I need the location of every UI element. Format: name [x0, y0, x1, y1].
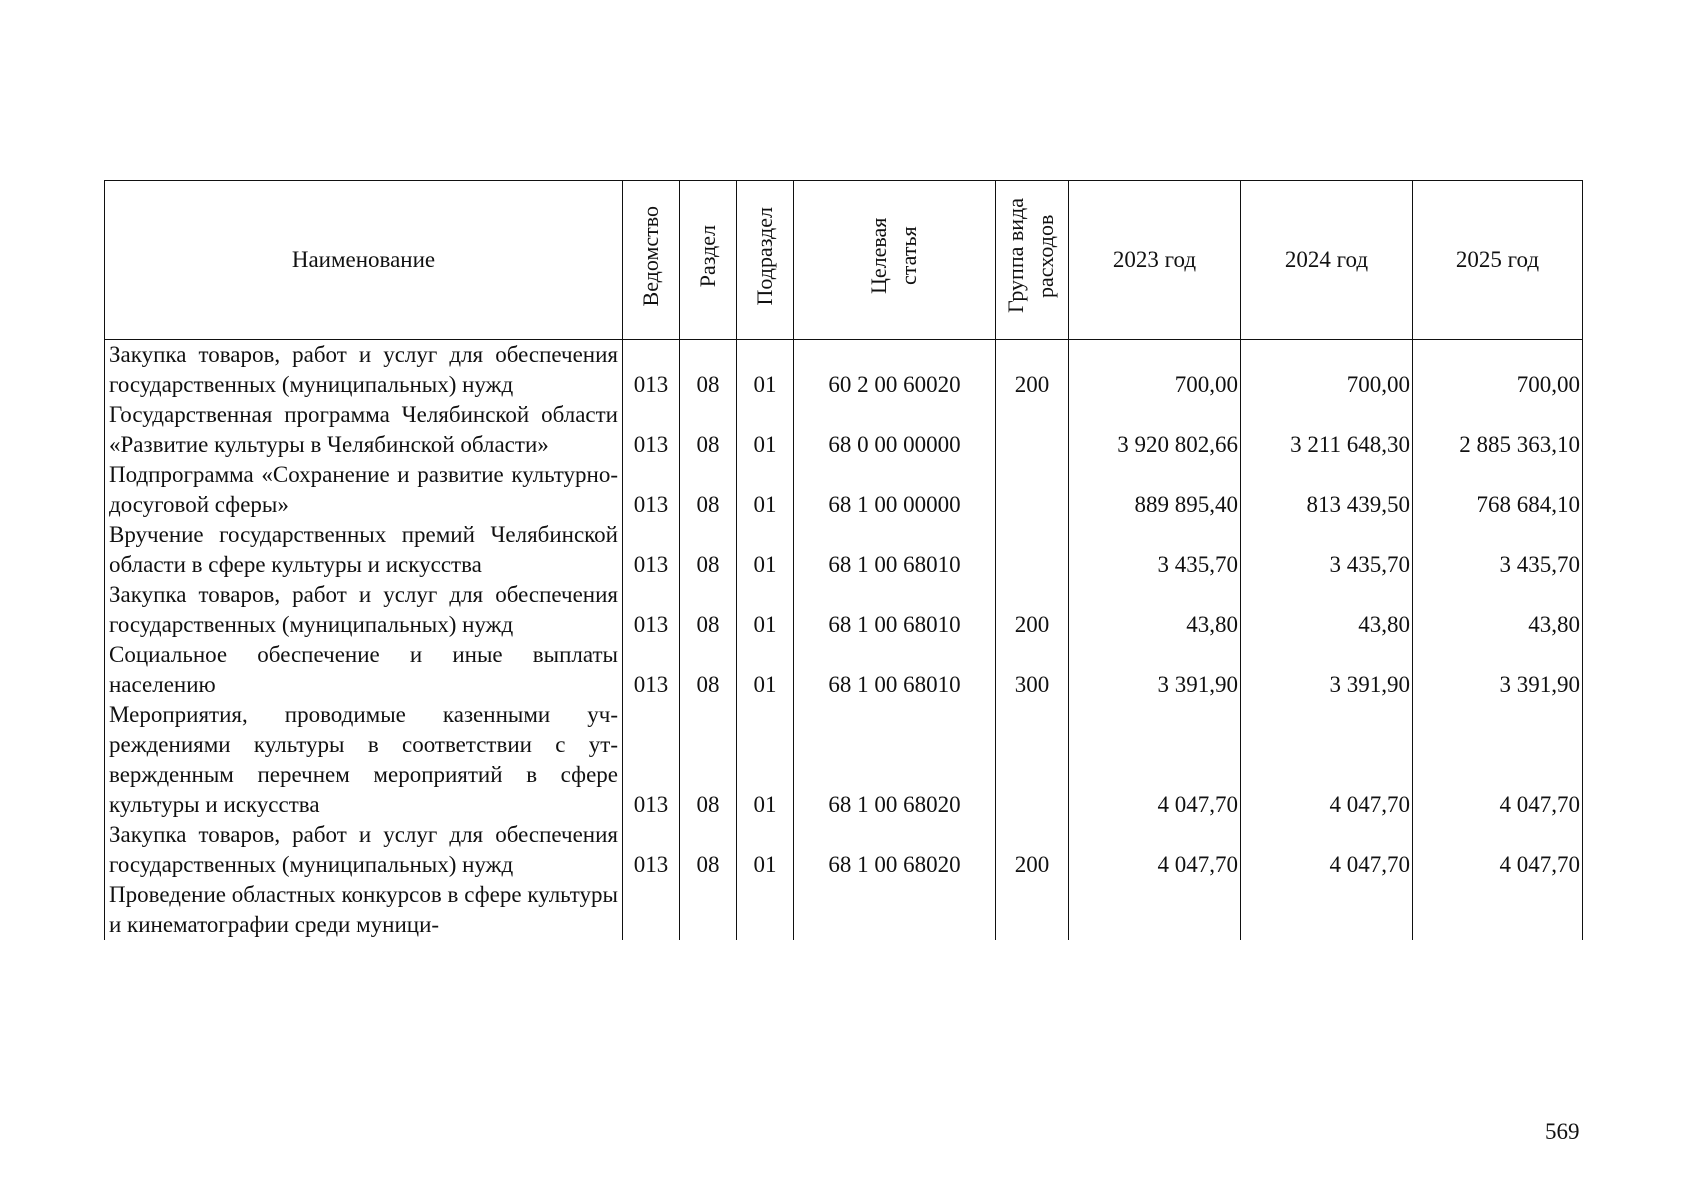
row-podrazdel: 01 [737, 460, 794, 520]
header-2023: 2023 год [1069, 181, 1241, 340]
header-2025: 2025 год [1413, 181, 1583, 340]
row-celevaya-statya: 68 1 00 68010 [794, 640, 996, 700]
row-amount-2024: 813 439,50 [1241, 460, 1413, 520]
row-vedomstvo [623, 880, 680, 940]
row-gruppa-vida-rashodov [996, 520, 1069, 580]
header-gruppa-vida-rashodov: Группа вида расходов [996, 181, 1069, 340]
row-gruppa-vida-rashodov: 200 [996, 820, 1069, 880]
row-vedomstvo: 013 [623, 460, 680, 520]
row-celevaya-statya: 68 1 00 68010 [794, 520, 996, 580]
row-amount-2023: 3 435,70 [1069, 520, 1241, 580]
row-podrazdel [737, 880, 794, 940]
row-podrazdel: 01 [737, 580, 794, 640]
row-amount-2025: 43,80 [1413, 580, 1583, 640]
table-row [105, 340, 1583, 401]
row-amount-2024 [1241, 880, 1413, 940]
table-row [105, 460, 1583, 520]
header-celevaya-statya: Целевая статья [794, 181, 996, 340]
row-razdel: 08 [680, 820, 737, 880]
row-celevaya-statya: 68 1 00 68020 [794, 700, 996, 820]
row-vedomstvo: 013 [623, 700, 680, 820]
row-amount-2025: 4 047,70 [1413, 700, 1583, 820]
row-name: Социальное обеспечение и иные выплаты населению [105, 640, 623, 700]
row-podrazdel: 01 [737, 700, 794, 820]
row-name: Проведение областных конкурсов в сфере культуры и кинематографии среди муници- [105, 880, 623, 940]
row-name: Вручение государственных премий Челябинской области в сфере культуры и искусства [105, 520, 623, 580]
row-name: Мероприятия, проводимые казенными учреждениями культуры в соответствии с утвержденным перечнем мероприятий в сфере культуры и искусства [105, 700, 623, 820]
row-razdel [680, 880, 737, 940]
row-razdel: 08 [680, 520, 737, 580]
row-razdel: 08 [680, 460, 737, 520]
row-celevaya-statya: 68 1 00 00000 [794, 460, 996, 520]
table-row [105, 520, 1583, 580]
row-razdel: 08 [680, 340, 737, 401]
table-header-row [105, 181, 1583, 340]
row-name: Закупка товаров, работ и услуг для обеспечения государственных (муниципальных) нужд [105, 820, 623, 880]
row-razdel: 08 [680, 700, 737, 820]
row-amount-2024: 43,80 [1241, 580, 1413, 640]
row-vedomstvo: 013 [623, 340, 680, 401]
table-body [105, 340, 1583, 941]
header-2024: 2024 год [1241, 181, 1413, 340]
row-amount-2023: 889 895,40 [1069, 460, 1241, 520]
row-celevaya-statya: 60 2 00 60020 [794, 340, 996, 401]
row-gruppa-vida-rashodov [996, 460, 1069, 520]
row-amount-2023: 3 391,90 [1069, 640, 1241, 700]
row-razdel: 08 [680, 580, 737, 640]
table-row [105, 880, 1583, 940]
row-vedomstvo: 013 [623, 580, 680, 640]
row-amount-2023 [1069, 880, 1241, 940]
row-amount-2025 [1413, 880, 1583, 940]
row-podrazdel: 01 [737, 400, 794, 460]
row-amount-2024: 3 435,70 [1241, 520, 1413, 580]
row-amount-2025: 2 885 363,10 [1413, 400, 1583, 460]
row-amount-2025: 3 435,70 [1413, 520, 1583, 580]
row-celevaya-statya: 68 0 00 00000 [794, 400, 996, 460]
header-razdel: Раздел [680, 181, 737, 340]
row-gruppa-vida-rashodov [996, 700, 1069, 820]
row-gruppa-vida-rashodov: 200 [996, 340, 1069, 401]
row-name: Подпрограмма «Сохранение и развитие культурно-досуговой сферы» [105, 460, 623, 520]
row-gruppa-vida-rashodov: 300 [996, 640, 1069, 700]
row-podrazdel: 01 [737, 340, 794, 401]
row-amount-2023: 4 047,70 [1069, 700, 1241, 820]
row-amount-2025: 700,00 [1413, 340, 1583, 401]
row-podrazdel: 01 [737, 820, 794, 880]
header-vedomstvo: Ведомство [623, 181, 680, 340]
row-amount-2023: 3 920 802,66 [1069, 400, 1241, 460]
header-name: Наименование [105, 181, 623, 340]
row-razdel: 08 [680, 640, 737, 700]
row-podrazdel: 01 [737, 640, 794, 700]
row-podrazdel: 01 [737, 520, 794, 580]
row-amount-2024: 3 391,90 [1241, 640, 1413, 700]
row-name: Государственная программа Челябинской области «Развитие культуры в Челябинской области» [105, 400, 623, 460]
row-vedomstvo: 013 [623, 820, 680, 880]
row-vedomstvo: 013 [623, 520, 680, 580]
row-amount-2025: 768 684,10 [1413, 460, 1583, 520]
table-row [105, 640, 1583, 700]
row-celevaya-statya: 68 1 00 68020 [794, 820, 996, 880]
row-amount-2025: 3 391,90 [1413, 640, 1583, 700]
row-amount-2024: 4 047,70 [1241, 700, 1413, 820]
row-amount-2024: 4 047,70 [1241, 820, 1413, 880]
budget-table [104, 180, 1583, 940]
table-row [105, 400, 1583, 460]
page-number: 569 [1545, 1119, 1580, 1144]
table-row [105, 820, 1583, 880]
row-vedomstvo: 013 [623, 400, 680, 460]
row-name: Закупка товаров, работ и услуг для обеспечения государственных (муниципальных) нужд [105, 580, 623, 640]
table-row [105, 700, 1583, 820]
table-row [105, 580, 1583, 640]
row-gruppa-vida-rashodov [996, 880, 1069, 940]
row-amount-2023: 4 047,70 [1069, 820, 1241, 880]
row-name: Закупка товаров, работ и услуг для обеспечения государственных (муниципальных) нужд [105, 340, 623, 401]
row-amount-2024: 700,00 [1241, 340, 1413, 401]
row-celevaya-statya [794, 880, 996, 940]
row-razdel: 08 [680, 400, 737, 460]
row-celevaya-statya: 68 1 00 68010 [794, 580, 996, 640]
row-vedomstvo: 013 [623, 640, 680, 700]
row-gruppa-vida-rashodov: 200 [996, 580, 1069, 640]
row-gruppa-vida-rashodov [996, 400, 1069, 460]
header-podrazdel: Подраздел [737, 181, 794, 340]
row-amount-2023: 700,00 [1069, 340, 1241, 401]
row-amount-2023: 43,80 [1069, 580, 1241, 640]
row-amount-2025: 4 047,70 [1413, 820, 1583, 880]
row-amount-2024: 3 211 648,30 [1241, 400, 1413, 460]
